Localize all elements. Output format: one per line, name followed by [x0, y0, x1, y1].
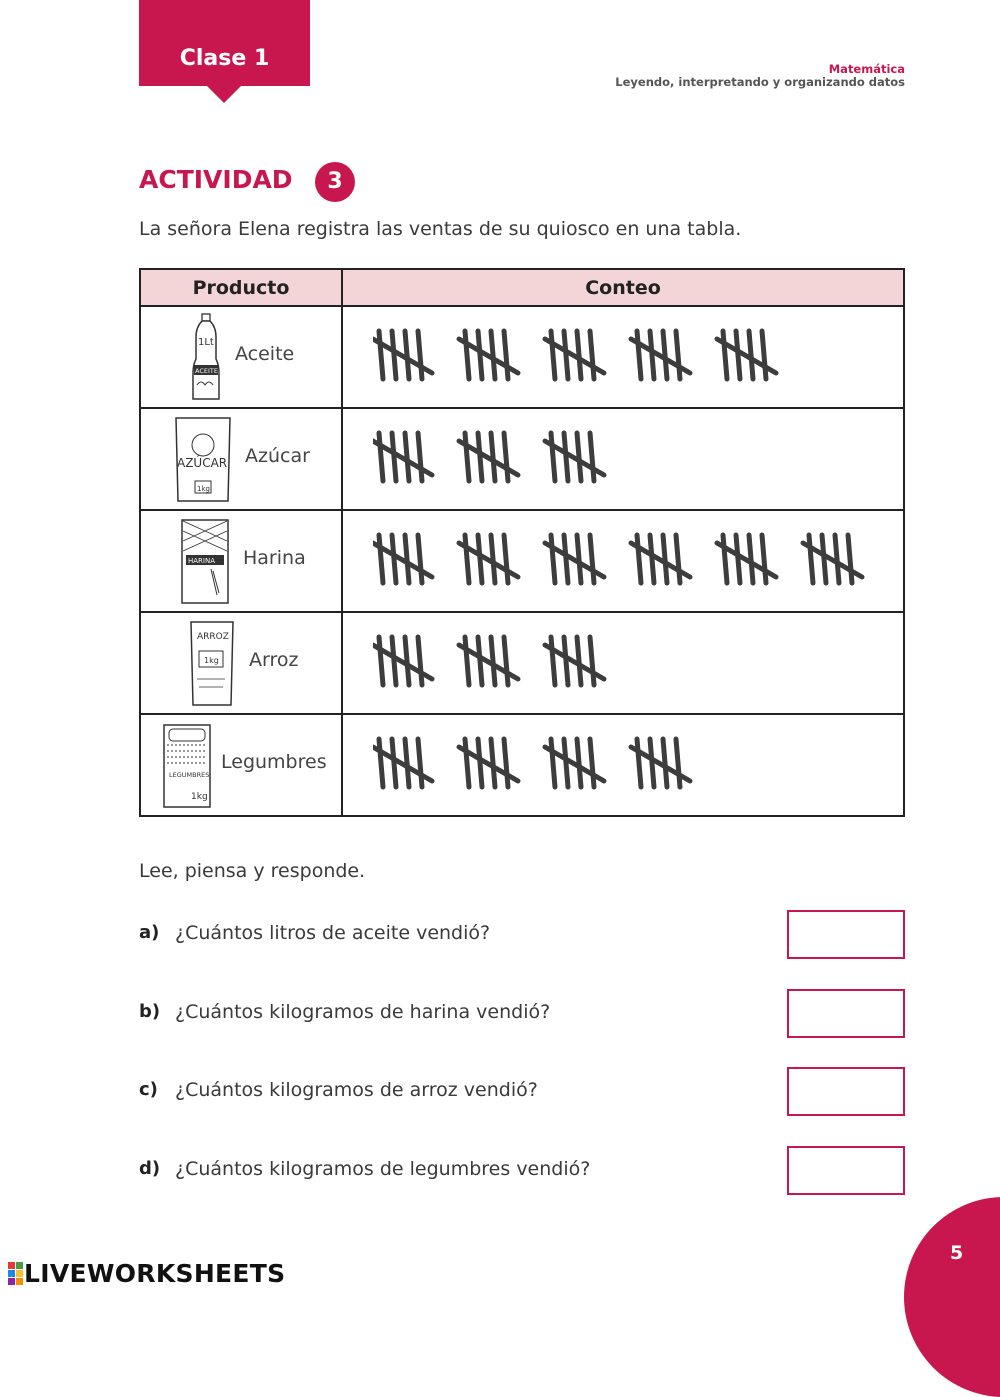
tally-stick [504, 637, 508, 685]
question-text: ¿Cuántos kilogramos de harina vendió? [175, 1001, 551, 1023]
tally-stick [650, 739, 654, 787]
tally-stick [392, 637, 396, 685]
question-letter: b) [139, 1001, 161, 1022]
tally-stick [637, 535, 641, 583]
tally-stick [465, 739, 469, 787]
tally-stick [465, 637, 469, 685]
tally-stick [379, 739, 383, 787]
topic-label: Leyendo, interpretando y organizando datos [615, 75, 905, 89]
rice-bag-icon [185, 619, 237, 711]
tally-stick [590, 535, 594, 583]
tally-stick [564, 637, 568, 685]
tally-stick [465, 331, 469, 379]
tally-stick [379, 637, 383, 685]
tally-stick [478, 637, 482, 685]
product-name: Aceite [235, 343, 295, 365]
svg-text:1kg: 1kg [191, 792, 208, 802]
tally-stick [564, 433, 568, 481]
tally-stick [418, 637, 422, 685]
tally-stick [590, 331, 594, 379]
question-b [139, 989, 905, 1039]
class-tab [139, 0, 310, 86]
product-name: Harina [243, 547, 306, 569]
flour-bag-icon [179, 517, 231, 609]
tally-stick [551, 331, 555, 379]
tally-stick [478, 331, 482, 379]
class-label: Clase 1 [179, 46, 270, 71]
question-letter: a) [139, 922, 160, 943]
tally-stick [637, 331, 641, 379]
subject-label: Matemática [828, 62, 905, 76]
answer-box-a[interactable] [787, 910, 905, 959]
question-c [139, 1067, 905, 1117]
activity-intro: La señora Elena registra las ventas de su quiosco en una tabla. [139, 218, 742, 240]
tally-stick [551, 739, 555, 787]
tally-stick [723, 331, 727, 379]
tally-stick [822, 535, 826, 583]
tally-stick [809, 535, 813, 583]
tally-stick [723, 535, 727, 583]
tally-stick [762, 331, 766, 379]
legumes-bag-icon [161, 721, 213, 813]
question-letter: d) [139, 1158, 161, 1179]
answer-box-c[interactable] [787, 1067, 905, 1116]
tally-stick [418, 331, 422, 379]
tally-marks [373, 429, 933, 489]
tally-stick [564, 739, 568, 787]
svg-text:LEGUMBRES: LEGUMBRES [169, 771, 210, 779]
tally-stick [676, 535, 680, 583]
tally-stick [637, 739, 641, 787]
tally-stick [650, 535, 654, 583]
header-count: Conteo [342, 269, 904, 306]
svg-text:1kg: 1kg [204, 656, 219, 665]
tally-stick [465, 433, 469, 481]
tally-marks [373, 327, 933, 387]
tally-stick [590, 739, 594, 787]
header-product: Producto [140, 269, 342, 306]
tally-stick [736, 331, 740, 379]
tally-stick [379, 331, 383, 379]
tally-stick [379, 535, 383, 583]
tally-stick [676, 739, 680, 787]
tally-stick [848, 535, 852, 583]
table-row [140, 714, 904, 816]
tally-stick [379, 433, 383, 481]
tally-stick [504, 331, 508, 379]
tally-stick [504, 739, 508, 787]
tally-stick [478, 433, 482, 481]
page-number: 5 [950, 1242, 964, 1264]
tally-marks [373, 735, 933, 795]
tally-stick [504, 433, 508, 481]
activity-number-badge: 3 [315, 162, 355, 202]
sugar-bag-icon [173, 415, 233, 507]
oil-bottle-icon [191, 313, 221, 405]
tally-stick [465, 535, 469, 583]
tally-stick [590, 637, 594, 685]
liveworksheets-logo-text[interactable]: LIVEWORKSHEETS [24, 1259, 286, 1288]
product-name: Azúcar [245, 445, 310, 467]
question-a [139, 910, 905, 960]
tally-stick [564, 535, 568, 583]
activity-title: ACTIVIDAD [139, 165, 293, 194]
svg-text:HARINA: HARINA [188, 557, 216, 565]
tally-stick [551, 433, 555, 481]
liveworksheets-logo-icon [8, 1258, 24, 1288]
question-text: ¿Cuántos litros de aceite vendió? [175, 922, 491, 944]
tally-stick [551, 637, 555, 685]
table-row [140, 408, 904, 510]
questions-lead: Lee, piensa y responde. [139, 860, 366, 882]
tally-stick [478, 535, 482, 583]
svg-text:ACEITE: ACEITE [195, 367, 218, 375]
tally-stick [418, 739, 422, 787]
tally-marks [373, 531, 933, 591]
tab-arrow-decoration [207, 86, 241, 103]
tally-stick [590, 433, 594, 481]
svg-text:1kg: 1kg [197, 485, 210, 493]
tally-stick [418, 535, 422, 583]
question-d [139, 1146, 905, 1196]
product-name: Legumbres [221, 751, 327, 773]
tally-stick [418, 433, 422, 481]
tally-stick [392, 739, 396, 787]
tally-stick [392, 331, 396, 379]
tally-table [139, 268, 905, 817]
tally-stick [504, 535, 508, 583]
page-corner-decoration [904, 1197, 1000, 1397]
product-name: Arroz [249, 649, 299, 671]
tally-stick [392, 535, 396, 583]
table-row [140, 306, 904, 408]
tally-stick [762, 535, 766, 583]
tally-stick [736, 535, 740, 583]
svg-text:1Lt: 1Lt [198, 337, 214, 348]
tally-stick [650, 331, 654, 379]
svg-text:AZÚCAR: AZÚCAR [177, 456, 228, 470]
tally-stick [551, 535, 555, 583]
svg-text:ARROZ: ARROZ [197, 632, 229, 642]
tally-stick [478, 739, 482, 787]
tally-marks [373, 633, 933, 693]
table-row [140, 510, 904, 612]
question-letter: c) [139, 1079, 158, 1100]
question-text: ¿Cuántos kilogramos de legumbres vendió? [175, 1158, 591, 1180]
question-text: ¿Cuántos kilogramos de arroz vendió? [175, 1079, 538, 1101]
tally-stick [564, 331, 568, 379]
answer-box-d[interactable] [787, 1146, 905, 1195]
answer-box-b[interactable] [787, 989, 905, 1038]
tally-stick [676, 331, 680, 379]
table-header-row [140, 269, 904, 306]
table-row [140, 612, 904, 714]
tally-stick [392, 433, 396, 481]
